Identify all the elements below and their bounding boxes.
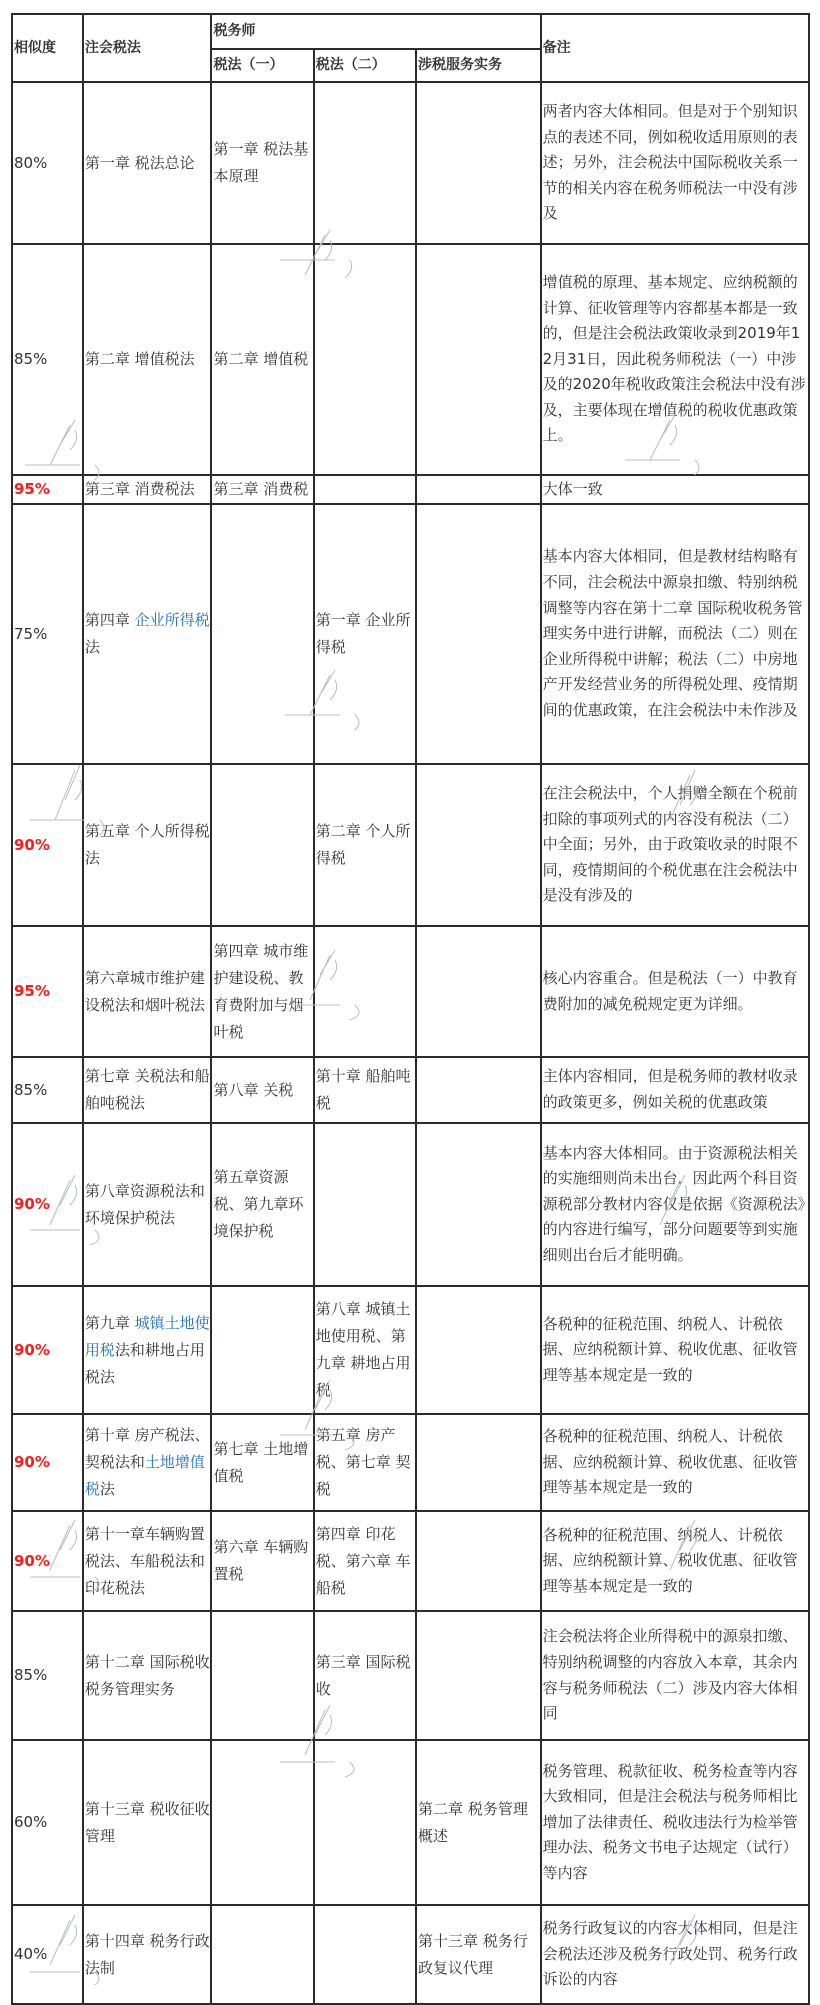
similarity-cell: 85% — [12, 1611, 83, 1740]
notes-cell: 注会税法将企业所得税中的源泉扣缴、特别纳税调整的内容放入本章，其余内容与税务师税法（二）涉及内容大体相同 — [541, 1611, 809, 1740]
table-row — [12, 475, 809, 504]
notes-cell: 大体一致 — [541, 475, 809, 504]
cpa-chapter-cell — [83, 1905, 212, 2004]
cpa-chapter-cell — [83, 926, 212, 1057]
tax-law-1-cell: 第七章 土地增值税 — [211, 1414, 313, 1511]
similarity-cell: 85% — [12, 1057, 83, 1123]
header-cpa-tax-law: 注会税法 — [83, 14, 212, 82]
tax-term-link[interactable]: 城镇土地使用税 — [84, 1313, 210, 1359]
tax-term-link[interactable]: 土地增值税 — [84, 1453, 205, 1498]
tax-law-1-cell: 第六章 车辆购置税 — [211, 1511, 313, 1611]
tax-service-cell — [416, 475, 541, 504]
similarity-cell: 95% — [12, 926, 83, 1057]
tax-law-2-cell: 第四章 印花税、第六章 车船税 — [314, 1511, 416, 1611]
similarity-cell: 90% — [12, 1414, 83, 1511]
tax-law-2-cell — [314, 1740, 416, 1905]
tax-law-1-cell — [211, 504, 313, 764]
tax-service-cell: 第十三章 税务行政复议代理 — [416, 1905, 541, 2004]
tax-law-2-cell: 第十章 船舶吨税 — [314, 1057, 416, 1123]
similarity-cell: 80% — [12, 82, 83, 244]
cpa-chapter-text: 第十二章 国际税收税务管理实务 — [84, 1652, 210, 1698]
cpa-chapter-cell — [83, 1611, 212, 1740]
table-row — [12, 1414, 809, 1511]
tax-law-2-cell — [314, 1123, 416, 1286]
notes-cell: 基本内容大体相同。由于资源税法相关的实施细则尚未出台，因此两个科目资源税部分教材内容仅是依据《资源税法》的内容进行编写，部分问题要等到实施细则出台后才能明确。 — [541, 1123, 809, 1286]
cpa-chapter-text: 第五章 个人所得税法 — [84, 822, 210, 867]
cpa-chapter-text: 第十三章 税收征收管理 — [84, 1799, 210, 1845]
cpa-chapter-text: 第七章 关税法和船舶吨税法 — [84, 1067, 210, 1112]
notes-cell: 基本内容大体相同，但是教材结构略有不同，注会税法中源泉扣缴、特别纳税调整等内容在第十二章 国际税收税务管理实务中进行讲解，而税法（二）则在企业所得税中讲解；税法（二）中房地产开发经营业务的所得税处理、疫情期间的优惠政策，在注会税法中未作涉及 — [541, 504, 809, 764]
tax-service-cell — [416, 1123, 541, 1286]
tax-law-1-cell — [211, 1905, 313, 2004]
tax-law-2-cell — [314, 475, 416, 504]
tax-law-1-cell: 第一章 税法基本原理 — [211, 82, 313, 244]
cpa-chapter-cell — [83, 1414, 212, 1511]
notes-cell: 各税种的征税范围、纳税人、计税依据、应纳税额计算、税收优惠、征收管理等基本规定是一致的 — [541, 1511, 809, 1611]
tax-law-2-cell: 第三章 国际税收 — [314, 1611, 416, 1740]
table-row — [12, 1057, 809, 1123]
tax-law-1-cell — [211, 1740, 313, 1905]
notes-cell: 核心内容重合。但是税法（一）中教育费附加的减免税规定更为详细。 — [541, 926, 809, 1057]
table-row — [12, 1123, 809, 1286]
tax-law-1-cell: 第五章资源税、第九章环境保护税 — [211, 1123, 313, 1286]
table-row — [12, 1905, 809, 2004]
tax-law-1-cell: 第四章 城市维护建设税、教育费附加与烟叶税 — [211, 926, 313, 1057]
notes-cell: 各税种的征税范围、纳税人、计税依据、应纳税额计算、税收优惠、征收管理等基本规定是一致的 — [541, 1286, 809, 1414]
table-row — [12, 82, 809, 244]
cpa-chapter-text: 第十章 房产税法、契税法和 — [84, 1426, 210, 1471]
notes-cell: 税务行政复议的内容大体相同，但是注会税法还涉及税务行政处罚、税务行政诉讼的内容 — [541, 1905, 809, 2004]
table-header — [12, 14, 809, 82]
tax-law-1-cell — [211, 1286, 313, 1414]
cpa-chapter-text: 第四章 — [84, 611, 135, 629]
tax-law-2-cell — [314, 244, 416, 475]
table-row — [12, 1511, 809, 1611]
tax-term-link[interactable]: 企业所得税 — [134, 611, 210, 629]
cpa-chapter-cell — [83, 244, 212, 475]
cpa-chapter-text: 第八章资源税法和环境保护税法 — [84, 1181, 205, 1227]
notes-cell: 各税种的征税范围、纳税人、计税依据、应纳税额计算、税收优惠、征收管理等基本规定是一致的 — [541, 1414, 809, 1511]
tax-law-2-cell — [314, 1905, 416, 2004]
cpa-chapter-text: 法 — [84, 638, 100, 656]
header-tax-law-1: 税法（一） — [211, 49, 313, 82]
tax-service-cell — [416, 1611, 541, 1740]
tax-service-cell: 第二章 税务管理概述 — [416, 1740, 541, 1905]
header-similarity: 相似度 — [12, 14, 83, 82]
notes-cell: 两者内容大体相同。但是对于个别知识点的表述不同，例如税收适用原则的表述；另外，注会税法中国际税收关系一节的相关内容在税务师税法一中没有涉及 — [541, 82, 809, 244]
table-row — [12, 1740, 809, 1905]
table-row — [12, 504, 809, 764]
cpa-chapter-text: 第三章 消费税法 — [84, 480, 195, 498]
similarity-cell: 90% — [12, 1511, 83, 1611]
table-row — [12, 1611, 809, 1740]
tax-service-cell — [416, 82, 541, 244]
tax-service-cell — [416, 244, 541, 475]
similarity-cell: 90% — [12, 764, 83, 926]
tax-law-1-cell — [211, 1611, 313, 1740]
cpa-chapter-cell — [83, 764, 212, 926]
cpa-chapter-cell — [83, 1511, 212, 1611]
similarity-cell: 95% — [12, 475, 83, 504]
cpa-chapter-cell — [83, 475, 212, 504]
tax-service-cell — [416, 504, 541, 764]
tax-law-1-cell: 第二章 增值税 — [211, 244, 313, 475]
cpa-chapter-cell — [83, 1286, 212, 1414]
header-notes: 备注 — [541, 14, 809, 82]
notes-cell: 增值税的原理、基本规定、应纳税额的计算、征收管理等内容都基本都是一致的，但是注会税法政策收录到2019年12月31日，因此税务师税法（一）中涉及的2020年税收政策注会税法中没有涉及，主要体现在增值税的税收优惠政策上。 — [541, 244, 809, 475]
tax-law-2-cell: 第五章 房产税、第七章 契税 — [314, 1414, 416, 1511]
tax-service-cell — [416, 1286, 541, 1414]
cpa-chapter-text: 第二章 增值税法 — [84, 350, 195, 368]
table-body — [12, 82, 809, 2004]
tax-exam-comparison-table — [11, 13, 810, 2005]
notes-cell: 在注会税法中，个人捐赠全额在个税前扣除的事项列式的内容没有税法（二）中全面；另外，由于政策收录的时限不同，疫情期间的个税优惠在注会税法中是没有涉及的 — [541, 764, 809, 926]
cpa-chapter-cell — [83, 1123, 212, 1286]
tax-service-cell — [416, 1511, 541, 1611]
cpa-chapter-text: 法 — [99, 1480, 115, 1498]
table-row — [12, 926, 809, 1057]
similarity-cell: 40% — [12, 1905, 83, 2004]
header-tax-agent: 税务师 — [211, 14, 540, 49]
similarity-cell: 60% — [12, 1740, 83, 1905]
tax-service-cell — [416, 926, 541, 1057]
cpa-chapter-text: 第十一章车辆购置税法、车船税法和印花税法 — [84, 1524, 205, 1597]
cpa-chapter-cell — [83, 504, 212, 764]
cpa-chapter-text: 第六章城市维护建设税法和烟叶税法 — [84, 968, 205, 1014]
header-tax-service-practice: 涉税服务实务 — [416, 49, 541, 82]
cpa-chapter-text: 法和耕地占用税法 — [84, 1340, 205, 1386]
table-row — [12, 764, 809, 926]
tax-law-2-cell — [314, 82, 416, 244]
notes-cell: 主体内容相同，但是税务师的教材收录的政策更多，例如关税的优惠政策 — [541, 1057, 809, 1123]
tax-service-cell — [416, 1057, 541, 1123]
table-row — [12, 244, 809, 475]
tax-law-2-cell: 第八章 城镇土地使用税、第九章 耕地占用税 — [314, 1286, 416, 1414]
tax-service-cell — [416, 764, 541, 926]
cpa-chapter-text: 第九章 — [84, 1313, 135, 1332]
cpa-chapter-cell — [83, 1057, 212, 1123]
tax-law-1-cell: 第三章 消费税 — [211, 475, 313, 504]
tax-service-cell — [416, 1414, 541, 1511]
notes-cell: 税务管理、税款征收、税务检查等内容大致相同，但是注会税法与税务师相比增加了法律责任、税收违法行为检举管理办法、税务文书电子达规定（试行）等内容 — [541, 1740, 809, 1905]
tax-law-1-cell — [211, 764, 313, 926]
tax-law-2-cell: 第一章 企业所得税 — [314, 504, 416, 764]
tax-law-2-cell: 第二章 个人所得税 — [314, 764, 416, 926]
tax-law-2-cell — [314, 926, 416, 1057]
cpa-chapter-text: 第十四章 税务行政法制 — [84, 1931, 210, 1977]
similarity-cell: 90% — [12, 1123, 83, 1286]
cpa-chapter-cell — [83, 82, 212, 244]
table-row — [12, 1286, 809, 1414]
header-tax-law-2: 税法（二） — [314, 49, 416, 82]
similarity-cell: 90% — [12, 1286, 83, 1414]
similarity-cell: 75% — [12, 504, 83, 764]
tax-law-1-cell: 第八章 关税 — [211, 1057, 313, 1123]
similarity-cell: 85% — [12, 244, 83, 475]
cpa-chapter-cell — [83, 1740, 212, 1905]
cpa-chapter-text: 第一章 税法总论 — [84, 153, 195, 172]
